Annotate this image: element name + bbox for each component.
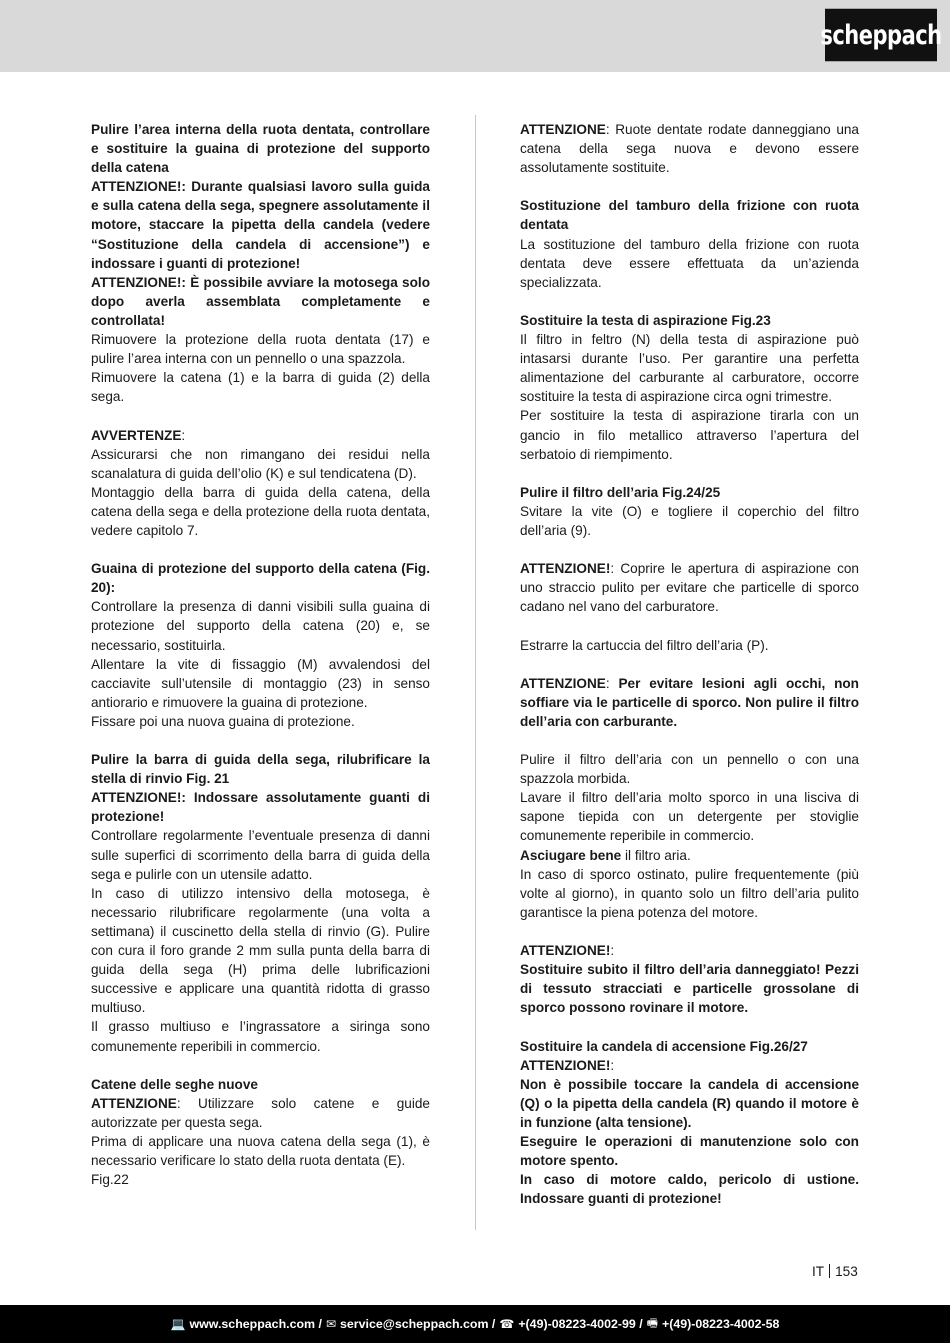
paragraph: Asciugare bene il filtro aria. (520, 847, 691, 863)
figure-reference: Fig.22 (91, 1172, 129, 1188)
warning-paragraph: ATTENZIONE: Utilizzare solo catene e guide autorizzate per questa sega. (91, 1095, 430, 1130)
section-heading: Catene delle seghe nuove (91, 1076, 258, 1092)
warning-paragraph: ATTENZIONE!: Durante qualsiasi lavoro sulla guida e sulla catena della sega, spegnere assolutamente il motore, staccare la pipetta della candela (vedere “Sostituzione della candela di accensione”) e indossare i guanti di protezione! (91, 179, 430, 271)
section-heading: Pulire la barra di guida della sega, rilubrificare la stella di rinvio Fig. 21 (91, 752, 430, 787)
phone-number: +(49)-08223-4002-99 / (518, 1317, 643, 1331)
warning-label: ATTENZIONE!: (520, 943, 615, 959)
phone-icon: ☎ (499, 1317, 515, 1331)
paragraph: Per sostituire la testa di aspirazione tirarla con un gancio in filo metallico attraverso l’apertura del serbatoio di riempimento. (520, 408, 859, 462)
warning-paragraph: Eseguire le operazioni di manutenzione solo con motore spento. (520, 1133, 859, 1169)
paragraph: Montaggio della barra di guida della catena, della catena della sega e della protezione della ruota dentata, vedere capitolo 7. (91, 484, 430, 538)
paragraph: Controllare la presenza di danni visibili sulla guaina di protezione del supporto della catena (20) e, se necessario, sostituirla. (91, 599, 430, 653)
warning-paragraph: Non è possibile toccare la candela di accensione (Q) o la pipetta della candela (R) quando il motore è in funzione (alta tensione). (520, 1076, 859, 1130)
page-number: IT 153 (812, 1264, 858, 1279)
paragraph: Pulire il filtro dell’aria con un pennello o con una spazzola morbida. (520, 752, 859, 787)
paragraph: Estrarre la cartuccia del filtro dell’aria (P). (520, 637, 769, 653)
paragraph: Svitare la vite (O) e togliere il coperchio del filtro dell’aria (9). (520, 503, 859, 538)
paragraph: Prima di applicare una nuova catena della sega (1), è necessario verificare lo stato della ruota dentata (E). (91, 1133, 430, 1169)
fax-number: +(49)-08223-4002-58 (661, 1317, 780, 1331)
website-link[interactable]: www.scheppach.com / (189, 1317, 322, 1331)
header-band (0, 0, 950, 72)
fax-icon: 🖷 (646, 1315, 658, 1330)
footer-contact-bar (0, 1305, 950, 1343)
paragraph: Il filtro in feltro (N) della testa di aspirazione può intasarsi durante l’uso. Per garantire una perfetta alimentazione del carburante al carburatore, occorre sostituire la testa di aspirazione circa ogni trimestre. (520, 332, 859, 405)
warning-paragraph: ATTENZIONE!: È possibile avviare la motosega solo dopo averla assemblata completamente e controllata! (91, 274, 430, 328)
warning-label: ATTENZIONE!: (520, 1057, 615, 1073)
warning-paragraph: Sostituire subito il filtro dell’aria danneggiato! Pezzi di tessuto stracciati e particelle grossolane di sporco possono rovinare il motore. (520, 962, 859, 1016)
email-link[interactable]: service@scheppach.com / (340, 1317, 496, 1331)
paragraph: La sostituzione del tamburo della frizione con ruota dentata deve essere effettuata da un’azienda specializzata. (520, 236, 859, 290)
warning-paragraph: ATTENZIONE!: Indossare assolutamente guanti di protezione! (91, 790, 430, 825)
warning-label: AVVERTENZE: (91, 427, 186, 443)
mail-icon: ✉ (325, 1317, 337, 1331)
section-heading: Sostituire la testa di aspirazione Fig.23 (520, 312, 771, 328)
column-divider (475, 115, 476, 1230)
paragraph: Allentare la vite di fissaggio (M) avvalendosi del cacciavite sull’utensile di montaggio (23) in senso antiorario e rimuovere la guaina di protezione. (91, 656, 430, 710)
warning-paragraph: ATTENZIONE: Ruote dentate rodate danneggiano una catena della sega nuova e devono essere assolutamente sostituite. (520, 122, 859, 176)
section-heading: Pulire il filtro dell’aria Fig.24/25 (520, 484, 721, 500)
right-column (520, 120, 859, 1208)
paragraph: In caso di utilizzo intensivo della motosega, è necessario rilubrificare regolarmente (una volta a settimana) il cuscinetto della stella di rinvio (G). Pulire con cura il foro grande 2 mm sulla punta della barra di guida della sega (H) prima delle lubrificazioni successive e applicare una quantità ridotta di grasso multiuso. (91, 885, 430, 1016)
brand-name: scheppach (820, 20, 942, 50)
warning-paragraph: In caso di motore caldo, pericolo di ustione. Indossare guanti di protezione! (520, 1172, 859, 1207)
paragraph: Rimuovere la catena (1) e la barra di guida (2) della sega. (91, 370, 430, 405)
paragraph: Assicurarsi che non rimangano dei residui nella scanalatura di guida dell’olio (K) e sul tendicatena (D). (91, 446, 430, 481)
section-heading: Guaina di protezione del supporto della catena (Fig. 20): (91, 561, 430, 596)
paragraph: Lavare il filtro dell’aria molto sporco in una lisciva di sapone tiepida con un detergente per stoviglie comunemente reperibile in commercio. (520, 790, 859, 844)
section-heading: Sostituzione del tamburo della frizione con ruota dentata (520, 198, 859, 233)
paragraph: Rimuovere la protezione della ruota dentata (17) e pulire l’area interna con un pennello o una spazzola. (91, 332, 430, 367)
section-heading: Sostituire la candela di accensione Fig.26/27 (520, 1038, 808, 1054)
paragraph: Il grasso multiuso e l’ingrassatore a siringa sono comunemente reperibili in commercio. (91, 1019, 430, 1054)
left-column (91, 120, 430, 1189)
warning-paragraph: ATTENZIONE: Per evitare lesioni agli occhi, non soffiare via le particelle di sporco. Non pulire il filtro dell’aria con carburante. (520, 675, 859, 729)
section-heading: Pulire l’area interna della ruota dentata, controllare e sostituire la guaina di protezione del supporto della catena (91, 122, 430, 176)
paragraph: In caso di sporco ostinato, pulire frequentemente (più volte al giorno), in quanto solo un filtro dell’aria pulito garantisce la piena potenza del motore. (520, 866, 859, 920)
computer-icon: 💻 (170, 1317, 186, 1331)
brand-logo (820, 9, 942, 62)
warning-paragraph: ATTENZIONE!: Coprire le apertura di aspirazione con uno straccio pulito per evitare che particelle di sporco cadano nel vano del carburatore. (520, 561, 859, 615)
paragraph: Fissare poi una nuova guaina di protezione. (91, 713, 355, 729)
paragraph: Controllare regolarmente l’eventuale presenza di danni sulle superfici di scorrimento della barra di guida della sega e pulirle con un utensile adatto. (91, 828, 430, 882)
